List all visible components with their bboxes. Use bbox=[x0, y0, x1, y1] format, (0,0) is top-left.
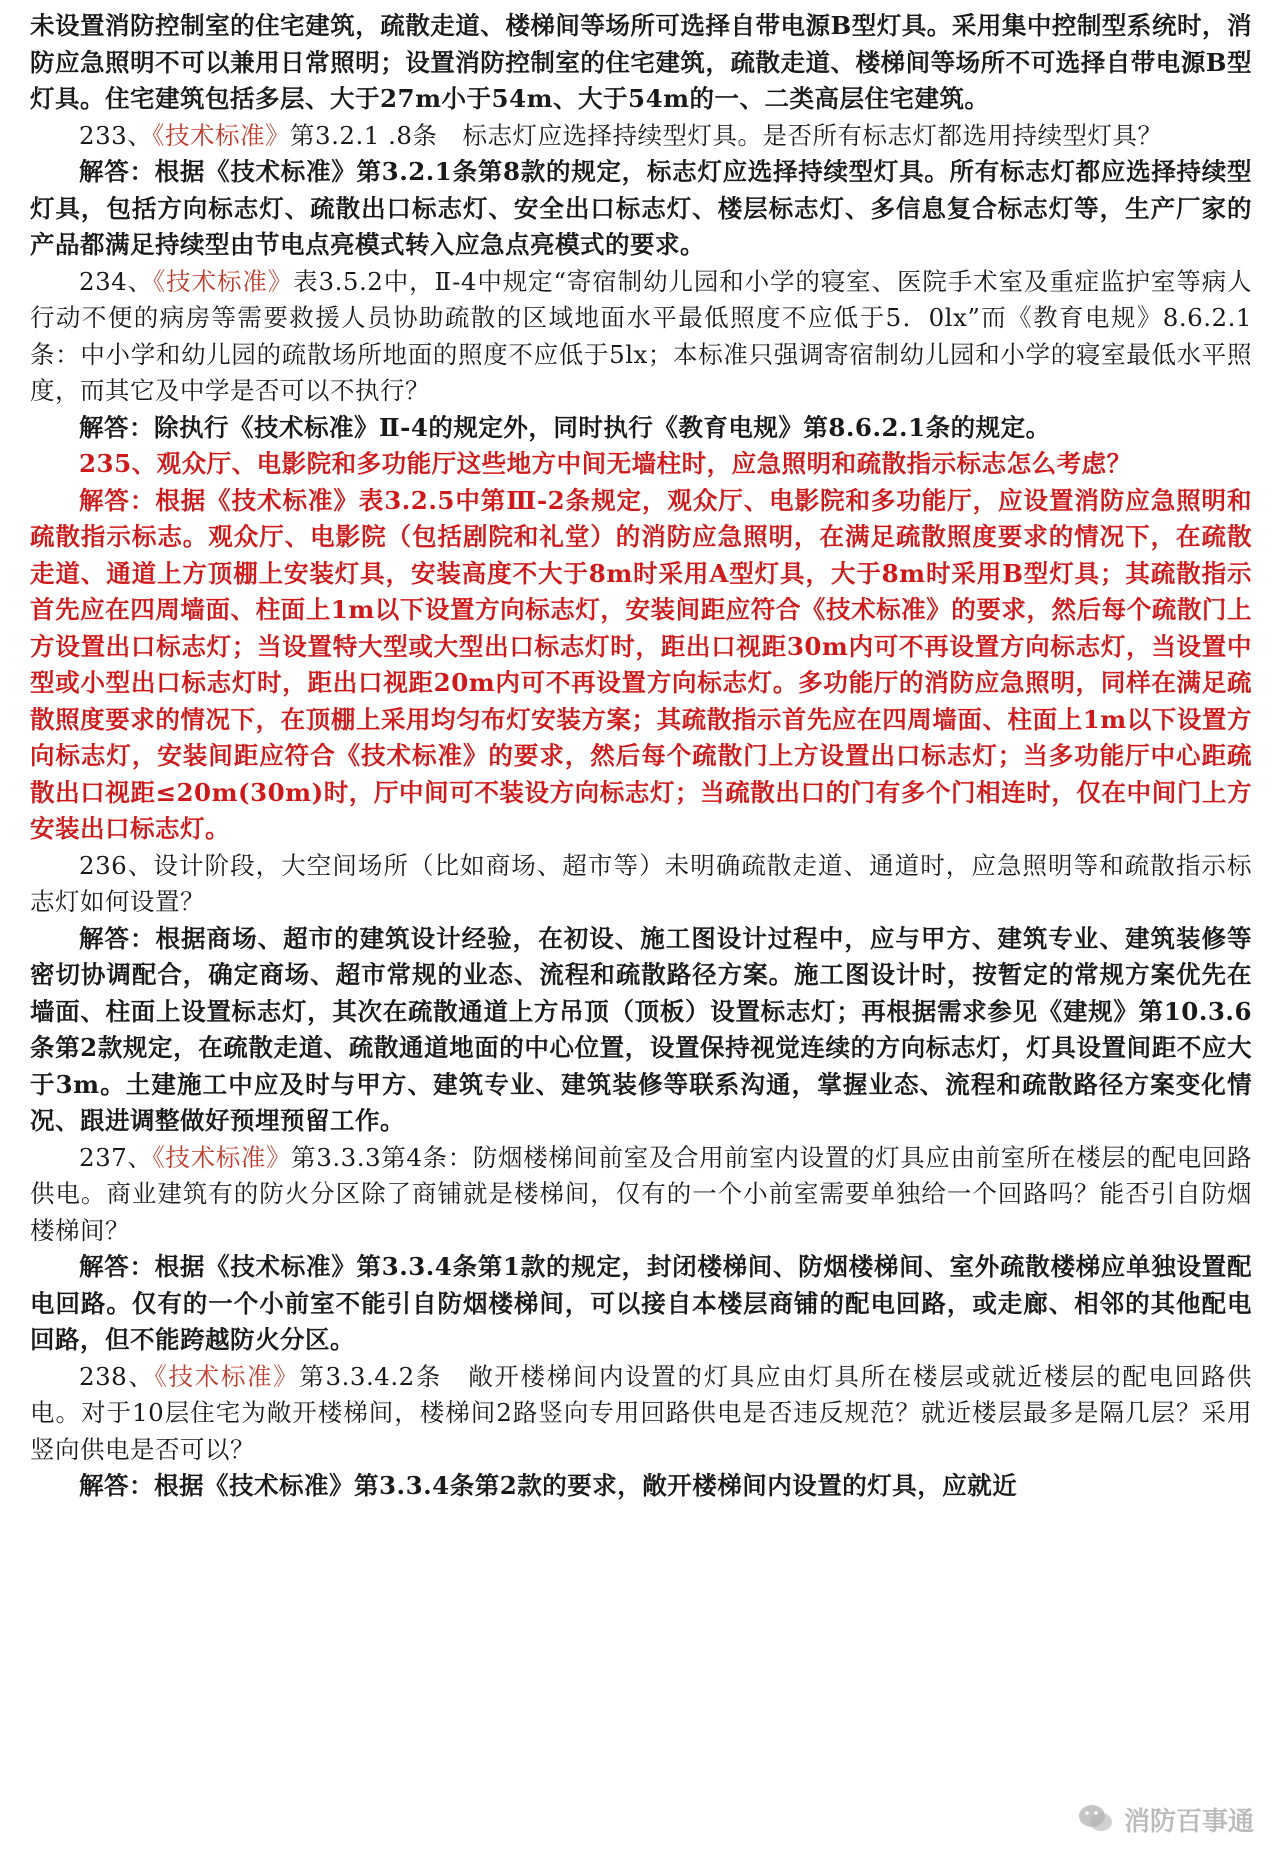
standard-reference: 《技术标准》 bbox=[153, 266, 294, 296]
question-237 bbox=[30, 1140, 1252, 1250]
question-236: 236、设计阶段，大空间场所（比如商场、超市等）未明确疏散走道、通道时，应急照明等和疏散指示标志灯如何设置？ bbox=[30, 850, 1252, 916]
question-number: 233、 bbox=[79, 120, 153, 150]
answer-233: 解答：根据《技术标准》第3.2.1条第8款的规定，标志灯应选择持续型灯具。所有标志灯都应选择持续型灯具，包括方向标志灯、疏散出口标志灯、安全出口标志灯、楼层标志灯、多信息复合标志灯等，生产厂家的产品都满足持续型由节电点亮模式转入应急点亮模式的要求。 bbox=[30, 157, 1252, 259]
answer-237: 解答：根据《技术标准》第3.3.4条第1款的规定，封闭楼梯间、防烟楼梯间、室外疏散楼梯应单独设置配电回路。仅有的一个小前室不能引自防烟楼梯间，可以接自本楼层商铺的配电回路，或走廊、相邻的其他配电回路，但不能跨越防火分区。 bbox=[30, 1252, 1252, 1354]
question-number: 234、 bbox=[79, 266, 154, 296]
watermark-text: 消防百事通 bbox=[1123, 1806, 1254, 1837]
standard-reference: 《技术标准》 bbox=[154, 1361, 300, 1391]
standard-reference: 《技术标准》 bbox=[152, 1142, 292, 1172]
paragraph-intro: 未设置消防控制室的住宅建筑，疏散走道、楼梯间等场所可选择自带电源B型灯具。采用集中控制型系统时，消防应急照明不可以兼用日常照明；设置消防控制室的住宅建筑，疏散走道、楼梯间等场所不可选择自带电源B型灯具。住宅建筑包括多层、大于27m小于54m、大于54m的一、二类高层住宅建筑。 bbox=[30, 11, 1252, 113]
question-text: 第3.3.3第4条：防烟楼梯间前室及合用前室内设置的灯具应由前室所在楼层的配电回路供电。商业建筑有的防火分区除了商铺就是楼梯间，仅有的一个小前室需要单独给一个回路吗？能否引自防烟楼梯间？ bbox=[30, 1142, 1252, 1245]
question-233 bbox=[30, 118, 1252, 155]
question-238 bbox=[30, 1359, 1252, 1469]
question-number: 237、 bbox=[79, 1142, 153, 1172]
question-text: 表3.5.2中，Ⅱ-4中规定“寄宿制幼儿园和小学的寝室、医院手术室及重症监护室等病人行动不便的病房等需要救援人员协助疏散的区域地面水平最低照度不应低于5．0lx”而《教育电规》8.6.2.1条：中小学和幼儿园的疏散场所地面的照度不应低于5lx；本标准只强调寄宿制幼儿园和小学的寝室最低水平照度，而其它及中学是否可以不执行？ bbox=[30, 266, 1253, 405]
answer-234: 解答：除执行《技术标准》Ⅱ-4的规定外，同时执行《教育电规》第8.6.2.1条的规定。 bbox=[79, 412, 1051, 442]
wechat-logo-icon bbox=[1076, 1799, 1116, 1839]
question-text: 第3.3.4.2条 敞开楼梯间内设置的灯具应由灯具所在楼层或就近楼层的配电回路供电。对于10层住宅为敞开楼梯间，楼梯间2路竖向专用回路供电是否违反规范？就近楼层最多是隔几层？采用竖向供电是否可以？ bbox=[30, 1361, 1252, 1464]
question-234 bbox=[30, 264, 1252, 410]
question-number: 238、 bbox=[79, 1361, 155, 1391]
answer-238: 解答：根据《技术标准》第3.3.4条第2款的要求，敞开楼梯间内设置的灯具，应就近 bbox=[79, 1471, 1018, 1500]
standard-reference: 《技术标准》 bbox=[152, 120, 291, 150]
answer-235: 解答：根据《技术标准》表3.2.5中第Ⅲ-2条规定，观众厅、电影院和多功能厅，应设置消防应急照明和疏散指示标志。观众厅、电影院（包括剧院和礼堂）的消防应急照明，在满足疏散照度要求的情况下，在疏散走道、通道上方顶棚上安装灯具，安装高度不大于8m时采用A型灯具，大于8m时采用B型灯具；其疏散指示首先应在四周墙面、柱面上1m以下设置方向标志灯，安装间距应符合《技术标准》的要求，然后每个疏散门上方设置出口标志灯；当设置特大型或大型出口标志灯时，距出口视距30m内可不再设置方向标志灯，当设置中型或小型出口标志灯时，距出口视距20m内可不再设置方向标志灯。多功能厅的消防应急照明，同样在满足疏散照度要求的情况下，在顶棚上采用均匀布灯安装方案；其疏散指示首先应在四周墙面、柱面上1m以下设置方向标志灯，安装间距应符合《技术标准》的要求，然后每个疏散门上方设置出口标志灯；当多功能厅中心距疏散出口视距≤20m(30m)时，厅中间可不装设方向标志灯；当疏散出口的门有多个门相连时，仅在中间门上方安装出口标志灯。 bbox=[30, 485, 1252, 843]
document-page bbox=[30, 8, 1252, 1505]
watermark bbox=[1076, 1799, 1254, 1839]
answer-236: 解答：根据商场、超市的建筑设计经验，在初设、施工图设计过程中，应与甲方、建筑专业、建筑装修等密切协调配合，确定商场、超市常规的业态、流程和疏散路径方案。施工图设计时，按暂定的常规方案优先在墙面、柱面上设置标志灯，其次在疏散通道上方吊顶（顶板）设置标志灯；再根据需求参见《建规》第10.3.6条第2款规定，在疏散走道、疏散通道地面的中心位置，设置保持视觉连续的方向标志灯，灯具设置间距不应大于3m。土建施工中应及时与甲方、建筑专业、建筑装修等联系沟通，掌握业态、流程和疏散路径方案变化情况、跟进调整做好预埋预留工作。 bbox=[30, 923, 1252, 1135]
question-235: 235、观众厅、电影院和多功能厅这些地方中间无墙柱时，应急照明和疏散指示标志怎么考虑？ bbox=[79, 449, 1132, 478]
question-text: 第3.2.1 .8条 标志灯应选择持续型灯具。是否所有标志灯都选用持续型灯具？ bbox=[290, 120, 1163, 150]
